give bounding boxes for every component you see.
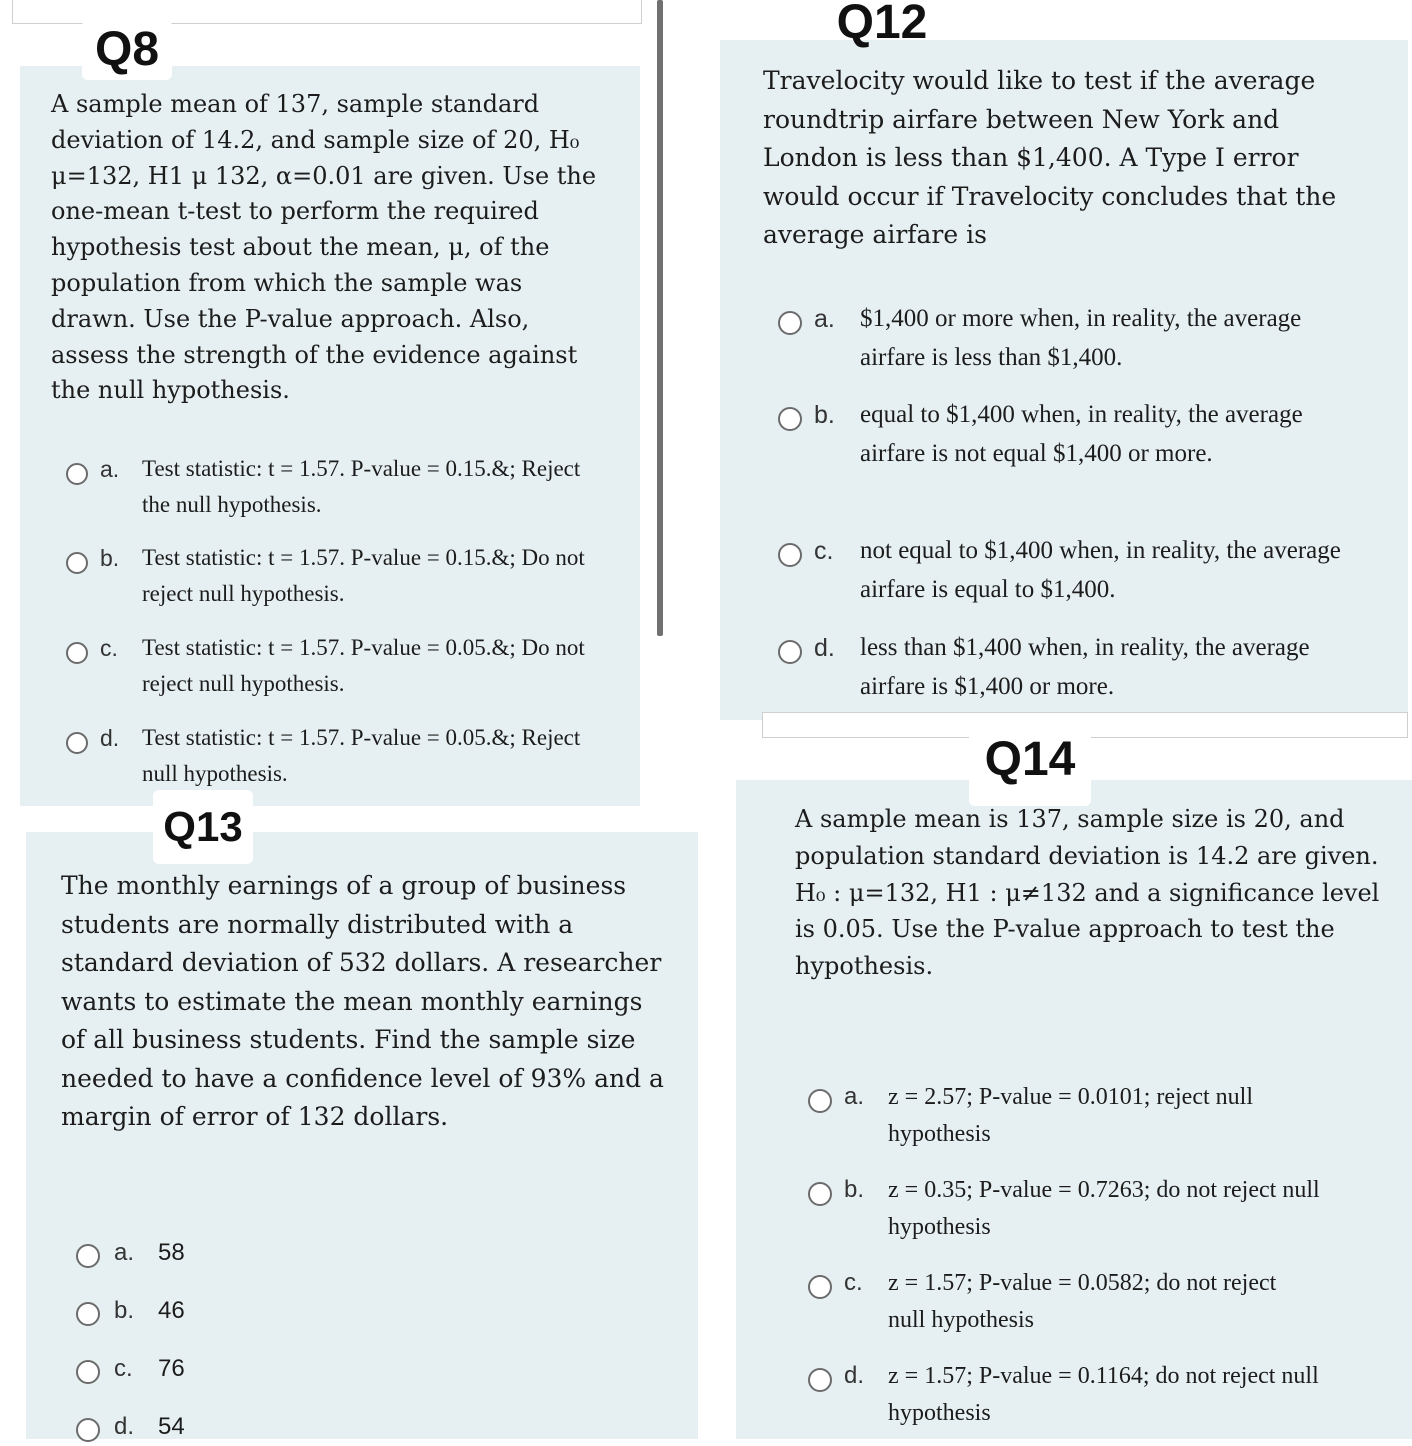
q12-radio-c[interactable] [778, 543, 802, 567]
q13-option-d-text: 54 [158, 1413, 185, 1440]
q13-option-a-letter: a. [114, 1239, 135, 1266]
q14-option-b-letter: b. [844, 1176, 865, 1203]
q14-option-a-letter: a. [844, 1083, 865, 1110]
q14-option-a[interactable] [808, 1079, 1398, 1152]
q14-option-d-letter: d. [844, 1362, 865, 1389]
q14-option-b-text: z = 0.35; P-value = 0.7263; do not reject null hypothesis [888, 1177, 1320, 1240]
q13-option-b-letter: b. [114, 1297, 135, 1324]
q12-option-c-letter: c. [814, 537, 834, 565]
q8-option-a-letter: a. [100, 456, 120, 482]
q13-radio-c[interactable] [76, 1360, 100, 1384]
q12-option-a[interactable] [778, 300, 1378, 377]
q12-radio-d[interactable] [778, 640, 802, 664]
q13-option-d-letter: d. [114, 1413, 135, 1440]
q13-option-c-letter: c. [114, 1355, 133, 1382]
q8-option-a-text: Test statistic: t = 1.57. P-value = 0.15.&; Reject the null hypothesis. [142, 456, 581, 517]
q14-option-c-text: z = 1.57; P-value = 0.0582; do not reject null hypothesis [888, 1270, 1277, 1333]
q12-option-b-text: equal to $1,400 when, in reality, the average airfare is not equal $1,400 or more. [860, 401, 1303, 467]
q8-option-b[interactable] [66, 540, 626, 612]
q8-radio-a[interactable] [66, 463, 88, 485]
q13-question-text: The monthly earnings of a group of business students are normally distributed with a standard deviation of 532 dollars. A researcher wants to estimate the mean monthly earnings of all business students. Find the sample size needed to have a confidence level of 93% and a margin of error of 132 dollars. [61, 871, 664, 1131]
q14-question-text: A sample mean is 137, sample size is 20, and population standard deviation is 14.2 are given. H₀ : μ=132, H1 : μ≠132 and a significance level is 0.05. Use the P-value approach to test the hypothesis. [795, 805, 1380, 981]
q13-radio-d[interactable] [76, 1418, 100, 1442]
q12-option-b[interactable] [778, 396, 1378, 473]
q13-tag: Q13 [153, 790, 253, 864]
q8-option-c-text: Test statistic: t = 1.57. P-value = 0.05.&; Do not reject null hypothesis. [142, 635, 585, 696]
q12-option-c[interactable] [778, 532, 1378, 609]
q14-option-c[interactable] [808, 1265, 1398, 1338]
q8-option-d-text: Test statistic: t = 1.57. P-value = 0.05.&; Reject null hypothesis. [142, 725, 581, 786]
q13-option-a[interactable] [76, 1234, 376, 1272]
q14-option-d[interactable] [808, 1358, 1398, 1431]
q13-radio-a[interactable] [76, 1244, 100, 1268]
scrollbar[interactable] [657, 0, 663, 636]
q13-option-b[interactable] [76, 1292, 376, 1330]
q12-option-c-text: not equal to $1,400 when, in reality, the average airfare is equal to $1,400. [860, 537, 1341, 603]
q14-option-b[interactable] [808, 1172, 1398, 1245]
q12-radio-a[interactable] [778, 311, 802, 335]
q8-tag: Q8 [82, 20, 172, 80]
q8-option-c[interactable] [66, 630, 626, 702]
q14-option-c-letter: c. [844, 1269, 863, 1296]
q12-option-d-letter: d. [814, 634, 835, 662]
q12-option-a-letter: a. [814, 305, 835, 333]
q8-option-c-letter: c. [100, 635, 118, 661]
q8-option-d[interactable] [66, 720, 626, 792]
q14-radio-d[interactable] [808, 1368, 832, 1392]
q12-option-d-text: less than $1,400 when, in reality, the average airfare is $1,400 or more. [860, 634, 1310, 700]
q8-radio-c[interactable] [66, 642, 88, 664]
q14-radio-c[interactable] [808, 1275, 832, 1299]
q13-option-b-text: 46 [158, 1297, 185, 1324]
q8-question-text: A sample mean of 137, sample standard deviation of 14.2, and sample size of 20, H₀ μ=132, H1 μ 132, α=0.01 are given. Use the one-mean t-test to perform the required hypothesis test about the mean, μ, of the population from which the sample was drawn. Use the P-value approach. Also, assess the strength of the evidence against the null hypothesis. [51, 90, 597, 405]
q8-radio-d[interactable] [66, 732, 88, 754]
q8-option-d-letter: d. [100, 725, 120, 751]
q12-tag: Q12 [836, 0, 928, 49]
q12-option-b-letter: b. [814, 401, 835, 429]
q14-option-d-text: z = 1.57; P-value = 0.1164; do not reject null hypothesis [888, 1363, 1319, 1426]
q12-question-text: Travelocity would like to test if the average roundtrip airfare between New York and London is less than $1,400. A Type I error would occur if Travelocity concludes that the average airfare is [763, 66, 1337, 249]
q14-radio-a[interactable] [808, 1089, 832, 1113]
q8-option-b-text: Test statistic: t = 1.57. P-value = 0.15.&; Do not reject null hypothesis. [142, 545, 585, 606]
q13-option-d[interactable] [76, 1408, 376, 1446]
q12-option-d[interactable] [778, 629, 1378, 706]
q12-option-a-text: $1,400 or more when, in reality, the average airfare is less than $1,400. [860, 305, 1302, 371]
q12-radio-b[interactable] [778, 407, 802, 431]
q8-radio-b[interactable] [66, 552, 88, 574]
q13-option-c[interactable] [76, 1350, 376, 1388]
q8-option-a[interactable] [66, 451, 626, 523]
q13-radio-b[interactable] [76, 1302, 100, 1326]
q14-tag: Q14 [969, 714, 1091, 806]
q14-option-a-text: z = 2.57; P-value = 0.0101; reject null hypothesis [888, 1084, 1253, 1147]
q14-radio-b[interactable] [808, 1182, 832, 1206]
q13-option-c-text: 76 [158, 1355, 185, 1382]
q8-option-b-letter: b. [100, 545, 120, 571]
q13-option-a-text: 58 [158, 1239, 185, 1266]
